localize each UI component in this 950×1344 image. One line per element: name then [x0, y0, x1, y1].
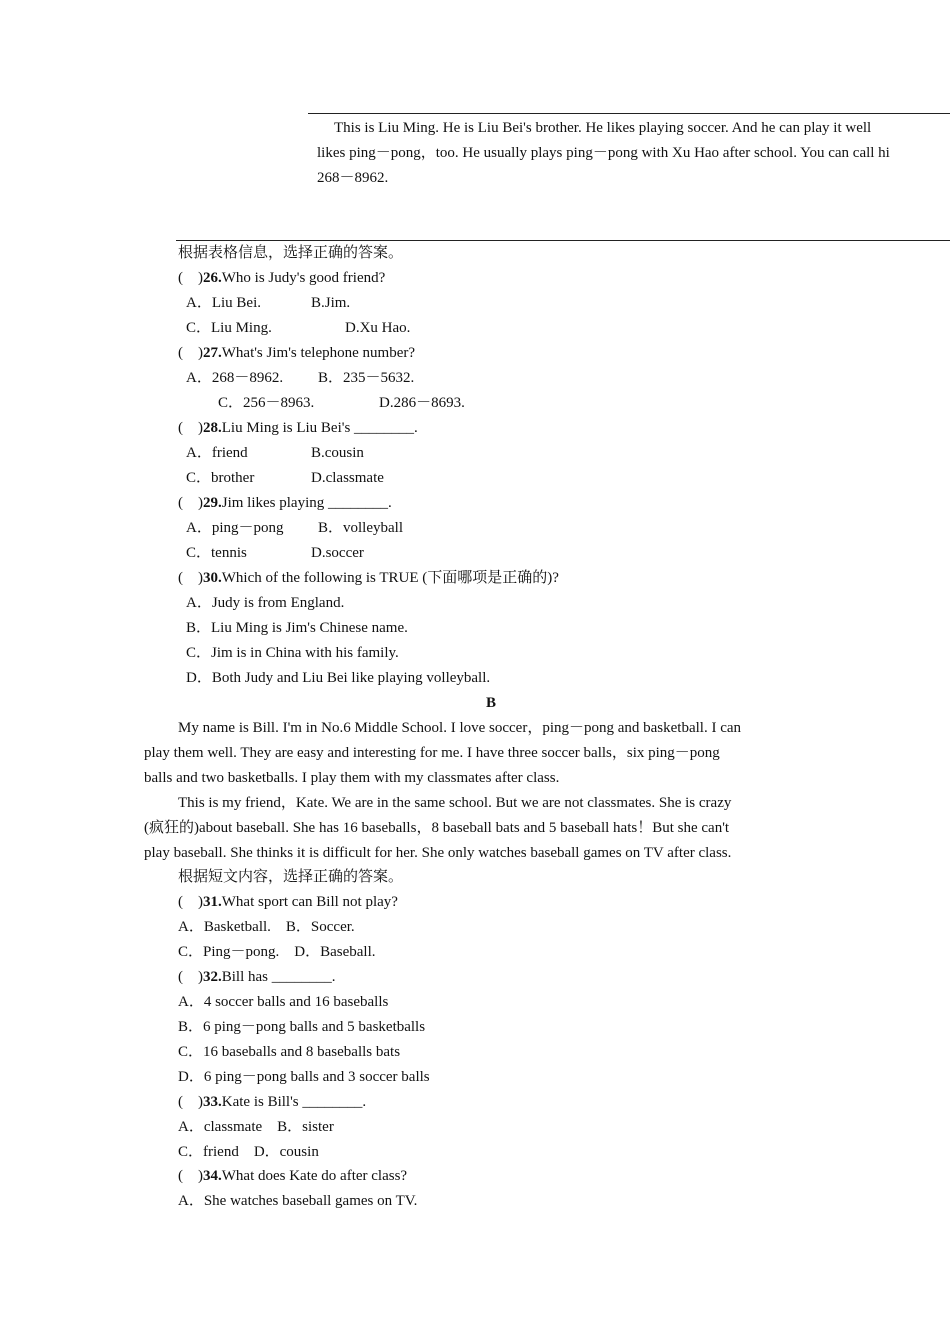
passage-b-p1-line-1: My name is Bill. I'm in No.6 Middle School. I love soccer，ping－pong and basketball. I can [178, 720, 742, 736]
passage-b-p2-line-1: This is my friend，Kate. We are in the same school. But we are not classmates. She is crazy [178, 795, 732, 811]
question-number: 27. [203, 345, 222, 361]
table-bottom-border [176, 240, 950, 241]
q26-option-d: D.Xu Hao. [345, 320, 411, 336]
question-text: Jim likes playing ________. [221, 495, 392, 511]
q30-option-c: C．Jim is in China with his family. [186, 645, 399, 661]
question-text: Liu Ming is Liu Bei's ________. [221, 420, 418, 436]
table-top-border [308, 113, 950, 114]
question-text: Kate is Bill's ________. [221, 1094, 367, 1110]
answer-blank: ( ) [178, 270, 203, 286]
question-30 [178, 568, 559, 588]
q30-option-d: D．Both Judy and Liu Bei like playing volleyball. [186, 670, 491, 686]
q26-option-b: B.Jim. [311, 295, 351, 311]
q32-option-c: C．16 baseballs and 8 baseballs bats [178, 1044, 401, 1060]
q28-option-c: C．brother [186, 470, 255, 486]
question-27 [178, 343, 415, 363]
q32-option-a: A．4 soccer balls and 16 baseballs [178, 994, 389, 1010]
passage-b-p1-line-2: play them well. They are easy and interesting for me. I have three soccer balls，six ping－pong [144, 745, 720, 761]
q28-option-a: A．friend [186, 445, 248, 461]
question-number: 29. [203, 495, 222, 511]
question-text: What does Kate do after class? [221, 1168, 408, 1184]
q26-option-c: C．Liu Ming. [186, 320, 272, 336]
question-number: 28. [203, 420, 222, 436]
q28-option-d: D.classmate [311, 470, 384, 486]
q27-option-d: D.286－8693. [379, 395, 465, 411]
answer-blank: ( ) [178, 894, 203, 910]
question-number: 32. [203, 969, 222, 985]
question-text: Who is Judy's good friend? [221, 270, 386, 286]
instruction-a: 根据表格信息，选择正确的答案。 [178, 245, 404, 261]
q27-option-b: B．235－5632. [318, 370, 415, 386]
question-text: Bill has ________. [221, 969, 336, 985]
q32-option-d: D．6 ping－pong balls and 3 soccer balls [178, 1069, 430, 1085]
passage-b-p1-line-3: balls and two basketballs. I play them with my classmates after class. [144, 770, 560, 786]
q33-options-cd: C．friend D．cousin [178, 1144, 319, 1160]
q29-option-c: C．tennis [186, 545, 247, 561]
question-26 [178, 268, 385, 288]
q30-option-a: A．Judy is from England. [186, 595, 345, 611]
instruction-b: 根据短文内容，选择正确的答案。 [178, 869, 404, 885]
answer-blank: ( ) [178, 570, 203, 586]
q26-option-a: A．Liu Bei. [186, 295, 261, 311]
table-cell-line-1: This is Liu Ming. He is Liu Bei's brother. He likes playing soccer. And he can play it well [334, 120, 872, 136]
q27-option-c: C．256－8963. [218, 395, 315, 411]
answer-blank: ( ) [178, 1094, 203, 1110]
passage-b-p2-line-3: play baseball. She thinks it is difficult for her. She only watches baseball games on TV after class. [144, 845, 732, 861]
question-text: What sport can Bill not play? [221, 894, 398, 910]
q31-options-ab: A．Basketball. B．Soccer. [178, 919, 355, 935]
question-31 [178, 892, 398, 912]
question-text: What's Jim's telephone number? [221, 345, 416, 361]
q31-options-cd: C．Ping－pong. D．Baseball. [178, 944, 376, 960]
q32-option-b: B．6 ping－pong balls and 5 basketballs [178, 1019, 426, 1035]
q29-option-b: B．volleyball [318, 520, 403, 536]
answer-blank: ( ) [178, 969, 203, 985]
question-32 [178, 967, 336, 987]
q34-option-a: A．She watches baseball games on TV. [178, 1193, 418, 1209]
question-number: 30. [203, 570, 222, 586]
question-33 [178, 1092, 366, 1112]
answer-blank: ( ) [178, 495, 203, 511]
answer-blank: ( ) [178, 420, 203, 436]
question-number: 34. [203, 1168, 222, 1184]
q33-options-ab: A．classmate B．sister [178, 1119, 334, 1135]
q29-option-d: D.soccer [311, 545, 364, 561]
question-34 [178, 1166, 407, 1186]
q27-option-a: A．268－8962. [186, 370, 284, 386]
answer-blank: ( ) [178, 1168, 203, 1184]
question-29 [178, 493, 392, 513]
answer-blank: ( ) [178, 345, 203, 361]
table-cell-line-2: likes ping－pong，too. He usually plays ping－pong with Xu Hao after school. You can call hi [317, 145, 890, 161]
section-heading-b: B [486, 695, 497, 711]
question-28 [178, 418, 418, 438]
question-number: 31. [203, 894, 222, 910]
question-number: 26. [203, 270, 222, 286]
table-cell-line-3: 268－8962. [317, 170, 389, 186]
q28-option-b: B.cousin [311, 445, 364, 461]
question-number: 33. [203, 1094, 222, 1110]
q29-option-a: A．ping－pong [186, 520, 284, 536]
q30-option-b: B．Liu Ming is Jim's Chinese name. [186, 620, 408, 636]
question-text: Which of the following is TRUE (下面哪项是正确的)? [221, 570, 559, 586]
passage-b-p2-line-2: (疯狂的)about baseball. She has 16 baseballs，8 baseball bats and 5 baseball hats！But she can't [144, 820, 730, 836]
